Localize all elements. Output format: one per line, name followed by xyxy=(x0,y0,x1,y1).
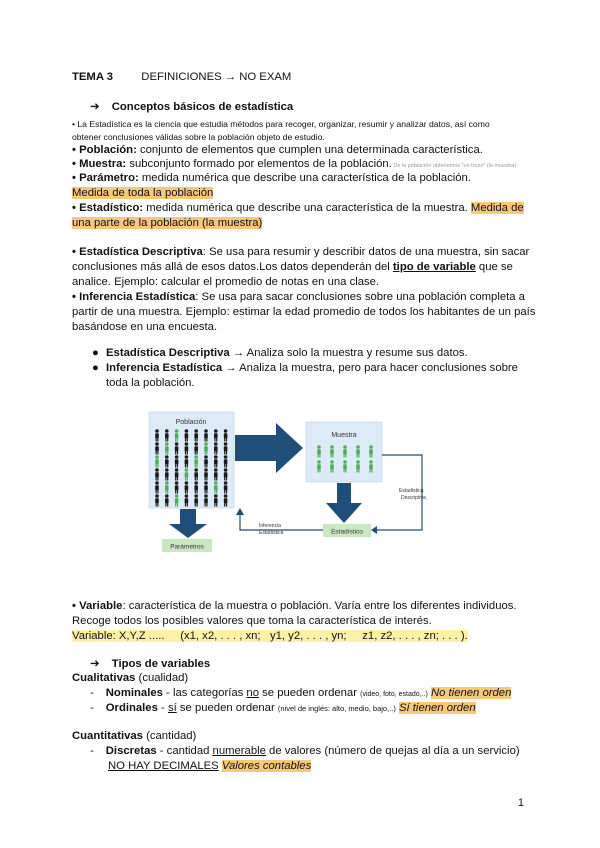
text: - las categorías xyxy=(162,687,247,699)
def-text: : Se usa para sacar conclusiones sobre una población completa a xyxy=(195,291,525,303)
def-label: • Población: xyxy=(72,144,137,156)
muestra-label: Muestra xyxy=(331,432,357,439)
text: numerable xyxy=(212,745,266,757)
def-text: medida numérica que describe una característica de la muestra. xyxy=(143,202,471,214)
text: NO HAY DECIMALES xyxy=(108,760,219,772)
text: - cantidad xyxy=(156,745,213,757)
text: se pueden ordenar xyxy=(259,687,361,699)
intro-line-2: obtener conclusiones válidas sobre la población objeto de estudio. xyxy=(72,132,325,142)
dash-bullet: - xyxy=(90,687,94,699)
var-line-2: Recoge todos los posibles valores que toma la característica de interés. xyxy=(72,615,432,627)
text: - xyxy=(157,702,168,714)
nominales-line xyxy=(90,686,511,702)
var-line-1 xyxy=(72,599,517,614)
inf-line-2: partir de una muestra. Ejemplo: estimar la edad promedio de todos los habitantes de un país xyxy=(72,306,536,318)
bullet-descriptiva xyxy=(92,346,468,361)
def-parametro xyxy=(72,171,471,186)
highlight-text: Variable: X,Y,Z ..... (x1, x2, . . . , xn; y1, y2, . . . , yn; z1, z2, . . . , zn; . . . ). xyxy=(72,630,468,642)
text: conclusiones más allá de esos datos.Los datos dependerán del xyxy=(72,261,393,273)
bullet-inferencia-l2: toda la población. xyxy=(106,377,195,389)
def-label: • Estadística Descriptiva xyxy=(72,246,203,258)
def-poblacion xyxy=(72,143,483,158)
intro-line-1: • La Estadística es la ciencia que estudia métodos para recoger, organizar, resumir y analizar datos, así como xyxy=(72,119,490,129)
cuantitativas-line xyxy=(72,729,196,744)
def-label: • Muestra: xyxy=(72,158,127,170)
text: de valores (número de quejas al día a un servicio) xyxy=(265,745,520,757)
highlight-text: No tienen orden xyxy=(430,687,512,699)
bullet-label: Inferencia Estadística xyxy=(106,362,223,374)
type-label: Discretas xyxy=(105,745,157,757)
poblacion-label: Población xyxy=(175,419,207,426)
highlight-text: Valores contables xyxy=(221,760,312,772)
section-heading-conceptos xyxy=(90,100,293,115)
highlight-text: Medida de xyxy=(470,202,524,214)
estadistica-diagram xyxy=(140,405,445,555)
bullet-text: → Analiza la muestra, pero para hacer conclusiones sobre xyxy=(222,362,518,374)
desc-line-2 xyxy=(72,260,513,275)
bullet-inferencia xyxy=(92,361,518,376)
highlight-text: Sí tienen orden xyxy=(398,702,476,714)
def-text: conjunto de elementos que cumplen una determinada característica. xyxy=(136,144,483,156)
section-title: Conceptos básicos de estadística xyxy=(111,101,294,113)
parametros-label: Parámetros xyxy=(170,543,204,551)
tema-label: TEMA 3 xyxy=(72,71,114,83)
arrow-to-parametros xyxy=(169,509,207,538)
discretas-line-2 xyxy=(108,759,311,774)
definiciones-label: DEFINICIONES → NO EXAM xyxy=(141,71,292,83)
desc-line-3: analice. Ejemplo: calcular el promedio de notas en una clase. xyxy=(72,276,380,288)
section-heading-tipos xyxy=(90,657,210,672)
highlight-text: una parte de la población (la muestra) xyxy=(72,217,263,229)
page-number: 1 xyxy=(517,797,524,809)
def-text: : característica de la muestra o población. Varía entre los diferentes individuos. xyxy=(122,600,517,612)
cualitativas-line xyxy=(72,671,188,686)
category-label: Cualitativas xyxy=(72,672,136,684)
dash-bullet: - xyxy=(90,702,94,714)
discretas-line xyxy=(90,744,520,759)
text: que se xyxy=(475,261,513,273)
ordinales-line xyxy=(90,701,476,716)
text: sí xyxy=(167,702,177,714)
def-estadistico xyxy=(72,201,524,216)
def-label: • Inferencia Estadística xyxy=(72,291,196,303)
def-text: medida numérica que describe una característica de la población. xyxy=(138,172,471,184)
bullet-text: → Analiza solo la muestra y resume sus datos. xyxy=(229,347,468,359)
estadistico-label: Estadístico xyxy=(331,528,363,536)
inferencia-connector xyxy=(240,513,323,530)
inferencia-label-l2: Estadística xyxy=(259,530,284,536)
category-text: (cantidad) xyxy=(142,730,197,742)
page-header xyxy=(72,70,291,85)
def-text: subconjunto formado por elementos de la población. xyxy=(126,158,392,170)
type-label: Nominales xyxy=(105,687,163,699)
highlight-text: Medida de toda la población xyxy=(72,187,214,199)
arrow-bullet-icon: ➔ xyxy=(90,101,100,113)
descriptiva-arrowhead xyxy=(371,526,377,534)
text: no xyxy=(246,687,259,699)
example-text: (video, foto, estado,..) xyxy=(360,691,428,698)
def-note: De la población obtenemos "un trozo" (la muestra). xyxy=(391,163,518,169)
var-line-3 xyxy=(72,629,468,644)
desc-line-1 xyxy=(72,245,529,260)
bullet-icon: ● xyxy=(92,362,99,374)
descriptiva-label-l2: Descriptiva xyxy=(401,495,426,501)
type-label: Ordinales xyxy=(105,702,158,714)
def-label: • Parámetro: xyxy=(72,172,139,184)
inf-line-3: basándose en una encuesta. xyxy=(72,321,218,333)
def-text: : Se usa para resumir y describir datos de una muestra, sin sacar xyxy=(202,246,530,258)
tipo-variable-link: tipo de variable xyxy=(392,261,476,273)
arrow-bullet-icon: ➔ xyxy=(90,658,100,670)
poblacion-box xyxy=(149,412,234,508)
def-label: • Variable xyxy=(72,600,123,612)
def-label: • Estadístico: xyxy=(72,202,144,214)
inferencia-arrowhead xyxy=(236,508,244,515)
arrow-to-muestra xyxy=(235,423,303,473)
dash-bullet: - xyxy=(90,745,94,757)
bullet-icon: ● xyxy=(92,347,99,359)
descriptiva-label-l1: Estadística xyxy=(399,488,424,494)
category-label: Cuantitativas xyxy=(72,730,143,742)
section-title: Tipos de variables xyxy=(111,658,211,670)
bullet-label: Estadística Descriptiva xyxy=(106,347,230,359)
text: se pueden ordenar xyxy=(176,702,278,714)
inferencia-label-l1: Inferencia xyxy=(259,523,281,529)
def-parametro-highlight xyxy=(72,186,213,201)
arrow-to-estadistico xyxy=(326,483,362,523)
example-text: (nivel de inglés: alto, medio, bajo,..) xyxy=(277,704,396,713)
category-text: (cualidad) xyxy=(135,672,189,684)
inf-line-1 xyxy=(72,290,525,305)
def-estadistico-l2 xyxy=(72,216,262,231)
